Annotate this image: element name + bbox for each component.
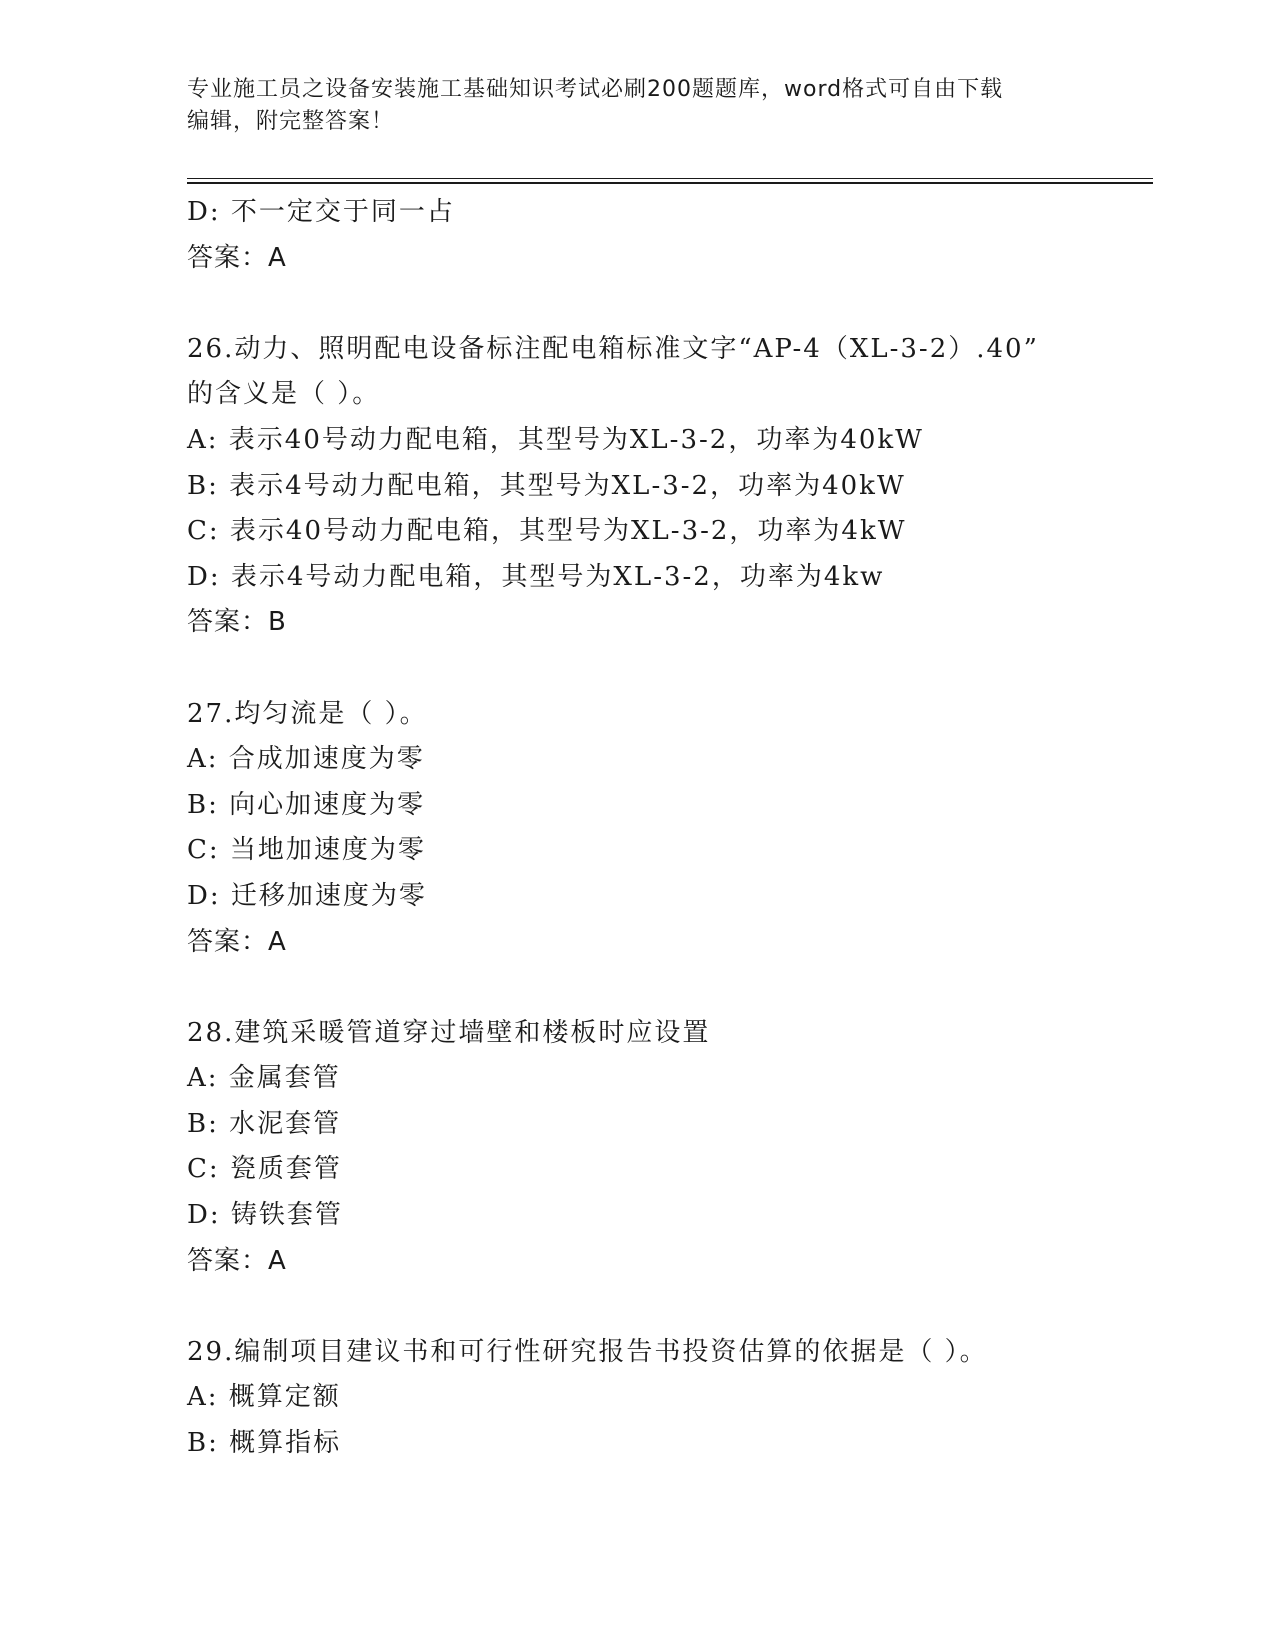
option-d: D: 迁移加速度为零 (187, 880, 427, 911)
question-stem: 28.建筑采暖管道穿过墙壁和楼板时应设置 (187, 1017, 711, 1048)
header-line-2: 编辑，附完整答案！ (187, 109, 395, 134)
header-line-1: 专业施工员之设备安装施工基础知识考试必刷200题题库，word格式可自由下载 (187, 77, 1004, 102)
option-d: D: 表示4号动力配电箱，其型号为XL-3-2，功率为4kw (187, 561, 885, 592)
option-a: A: 金属套管 (187, 1063, 341, 1094)
option-c: C: 表示40号动力配电箱，其型号为XL-3-2，功率为4kW (187, 516, 907, 547)
spacer (187, 1284, 1153, 1330)
option-a: A: 合成加速度为零 (187, 744, 425, 775)
option-b: B: 表示4号动力配电箱，其型号为XL-3-2，功率为40kW (187, 470, 906, 501)
answer: 答案：A (187, 1245, 287, 1276)
option-b: B: 水泥套管 (187, 1108, 342, 1139)
option-d: D: 不一定交于同一占 (187, 197, 455, 227)
option-b: B: 向心加速度为零 (187, 789, 426, 820)
header-divider-thin (187, 178, 1153, 179)
question-stem: 26.动力、照明配电设备标注配电箱标准文字“AP-4（XL-3-2）.40” (187, 333, 1039, 364)
question-list (187, 190, 1153, 1467)
answer: 答案：A (187, 926, 287, 957)
option-b: B: 概算指标 (187, 1428, 342, 1459)
header-divider-thick (187, 182, 1153, 184)
answer: 答案：B (187, 607, 287, 638)
option-c: C: 当地加速度为零 (187, 835, 426, 866)
question-26 (187, 327, 1153, 646)
question-stem: 29.编制项目建议书和可行性研究报告书投资估算的依据是（ ）。 (187, 1336, 988, 1367)
option-c: C: 瓷质套管 (187, 1154, 342, 1185)
document-header (187, 74, 1087, 138)
question-stem: 27.均匀流是（ ）。 (187, 698, 428, 729)
question-stem-continued: 的含义是（ ）。 (187, 379, 381, 410)
spacer (187, 965, 1153, 1011)
answer: 答案：A (187, 242, 287, 273)
question-28 (187, 1011, 1153, 1285)
option-a: A: 表示40号动力配电箱，其型号为XL-3-2，功率为40kW (187, 424, 924, 455)
spacer (187, 646, 1153, 692)
option-a: A: 概算定额 (187, 1382, 341, 1413)
option-d: D: 铸铁套管 (187, 1200, 343, 1231)
spacer (187, 281, 1153, 327)
question-27 (187, 692, 1153, 966)
question-29 (187, 1330, 1153, 1467)
